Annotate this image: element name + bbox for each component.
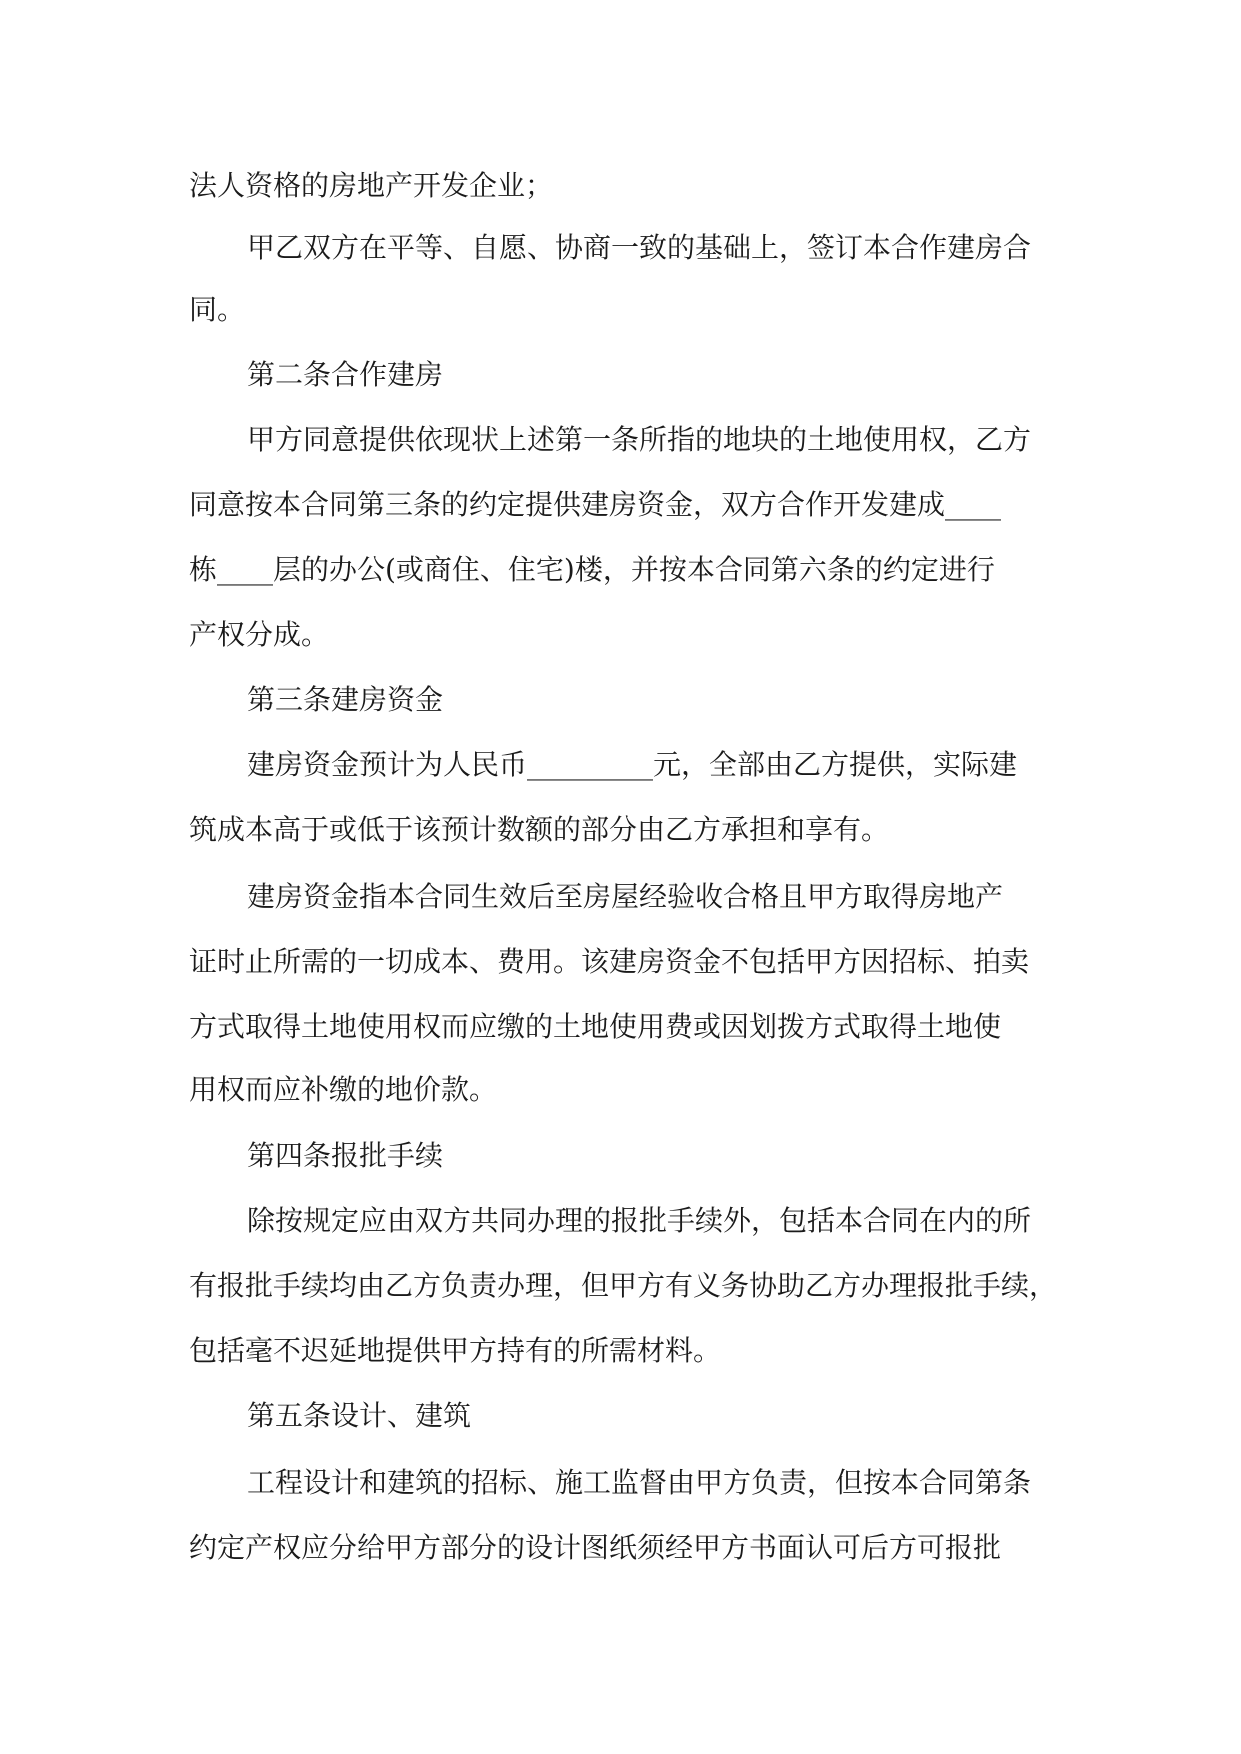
section-heading: 第四条报批手续 (247, 1139, 444, 1172)
text-line: 用权而应补缴的地价款。 (189, 1073, 498, 1106)
text-line: 栋____层的办公(或商住、住宅)楼，并按本合同第六条的约定进行 (189, 553, 995, 586)
section-heading: 第三条建房资金 (247, 683, 444, 716)
text-line: 证时止所需的一切成本、费用。该建房资金不包括甲方因招标、拍卖 (189, 945, 1030, 978)
text-line: 法人资格的房地产开发企业； (189, 169, 554, 202)
text-line: 甲方同意提供依现状上述第一条所指的地块的土地使用权，乙方 (247, 423, 1032, 456)
section-heading: 第二条合作建房 (247, 358, 444, 391)
text-line: 工程设计和建筑的招标、施工监督由甲方负责，但按本合同第条 (247, 1466, 1032, 1499)
text-line: 方式取得土地使用权而应缴的土地使用费或因划拨方式取得土地使 (189, 1010, 1002, 1043)
text-line: 约定产权应分给甲方部分的设计图纸须经甲方书面认可后方可报批 (189, 1531, 1002, 1564)
text-line: 建房资金预计为人民币_________元，全部由乙方提供，实际建 (247, 748, 1018, 781)
text-line: 有报批手续均由乙方负责办理，但甲方有义务协助乙方办理报批手续， (189, 1269, 1058, 1302)
text-line: 同。 (189, 293, 246, 326)
text-line: 建房资金指本合同生效后至房屋经验收合格且甲方取得房地产 (247, 880, 1004, 913)
text-line: 除按规定应由双方共同办理的报批手续外，包括本合同在内的所 (247, 1204, 1032, 1237)
text-line: 同意按本合同第三条的约定提供建房资金，双方合作开发建成____ (189, 488, 1002, 521)
section-heading: 第五条设计、建筑 (247, 1399, 472, 1432)
text-line: 产权分成。 (189, 618, 330, 651)
text-line: 包括毫不迟延地提供甲方持有的所需材料。 (189, 1334, 722, 1367)
text-line: 甲乙双方在平等、自愿、协商一致的基础上，签订本合作建房合 (247, 231, 1032, 264)
text-line: 筑成本高于或低于该预计数额的部分由乙方承担和享有。 (189, 813, 890, 846)
